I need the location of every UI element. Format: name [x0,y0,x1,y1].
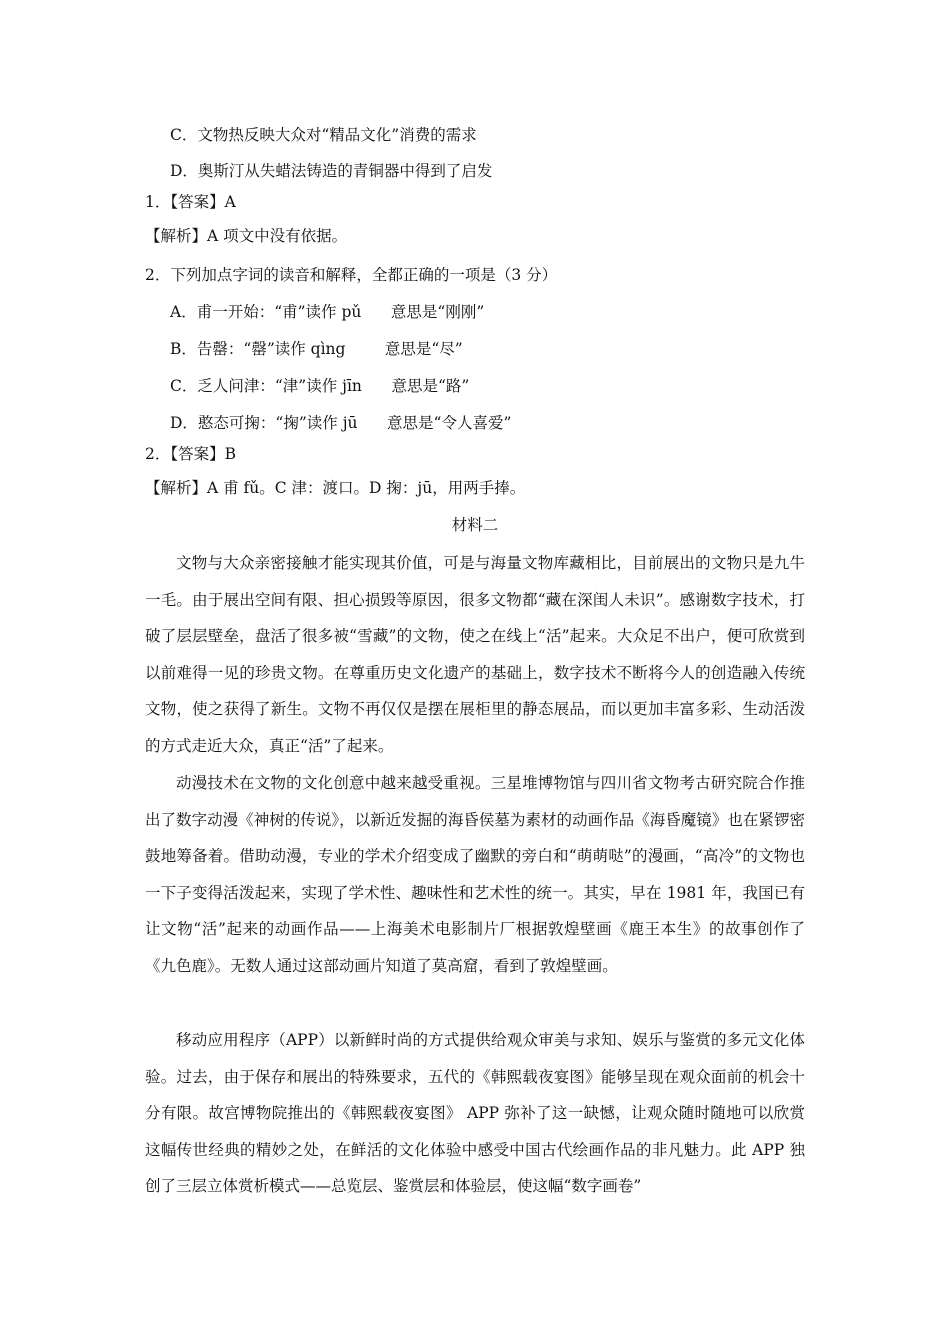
material-paragraph-3: 移动应用程序（APP）以新鲜时尚的方式提供给观众审美与求知、娱乐与鉴赏的多元文化体验。过去，由于保存和展出的特殊要求，五代的《韩熙载夜宴图》能够呈现在观众面前的机会十分有限。故宫博物院推出的《韩熙载夜宴图》 APP 弥补了这一缺憾，让观众随时随地可以欣赏这幅传世经典的精妙之处，在鲜活的文化体验中感受中国古代绘画作品的非凡魅力。此 APP 独创了三层立体赏析模式——总览层、鉴赏层和体验层，使这幅“数字画卷” [145,1031,805,1196]
q2-analysis: 【解析】A 甫 fǔ。C 津：渡口。D 掬：jū，用两手捧。 [145,479,526,497]
material-title: 材料二 [451,516,499,534]
q2-answer: 2．【答案】B [145,445,237,463]
q1-option-d: D．奥斯汀从失蜡法铸造的青铜器中得到了启发 [170,162,493,180]
material-paragraph-2: 动漫技术在文物的文化创意中越来越受重视。三星堆博物馆与四川省文物考古研究院合作推出了数字动漫《神树的传说》，以新近发掘的海昏侯墓为素材的动画作品《海昏魔镜》也在紧锣密鼓地筹备着。借助动漫，专业的学术介绍变成了幽默的旁白和“萌萌哒”的漫画，“高冷”的文物也一下子变得活泼起来，实现了学术性、趣味性和艺术性的统一。其实，早在 1981 年，我国已有让文物“活”起来的动画作品——上海美术电影制片厂根据敦煌壁画《鹿王本生》的故事创作了《九色鹿》。无数人通过这部动画片知道了莫高窟，看到了敦煌壁画。 [145,774,805,975]
q1-answer: 1．【答案】A [145,193,236,211]
q2-option-c: C．乏人问津：“津”读作 jīn 意思是“路” [170,377,470,395]
q2-stem: 2．下列加点字词的读音和解释，全都正确的一项是（3 分） [145,266,558,284]
q2-option-a: A．甫一开始：“甫”读作 pǔ 意思是“刚刚” [170,303,485,321]
material-paragraph-1: 文物与大众亲密接触才能实现其价值，可是与海量文物库藏相比，目前展出的文物只是九牛一毛。由于展出空间有限、担心损毁等原因，很多文物都“藏在深闺人未识”。感谢数字技术，打破了层层壁垒，盘活了很多被“雪藏”的文物，使之在线上“活”起来。大众足不出户，便可欣赏到以前难得一见的珍贵文物。在尊重历史文化遗产的基础上，数字技术不断将今人的创造融入传统文物，使之获得了新生。文物不再仅仅是摆在展柜里的静态展品，而以更加丰富多彩、生动活泼的方式走近大众，真正“活”了起来。 [145,554,805,755]
q2-option-b: B．告罄：“罄”读作 qìng 意思是“尽” [170,340,463,358]
q2-option-d: D．憨态可掬：“掬”读作 jū 意思是“令人喜爱” [170,414,512,432]
q1-analysis: 【解析】A 项文中没有依据。 [145,227,348,245]
q1-option-c: C．文物热反映大众对“精品文化”消费的需求 [170,126,477,144]
